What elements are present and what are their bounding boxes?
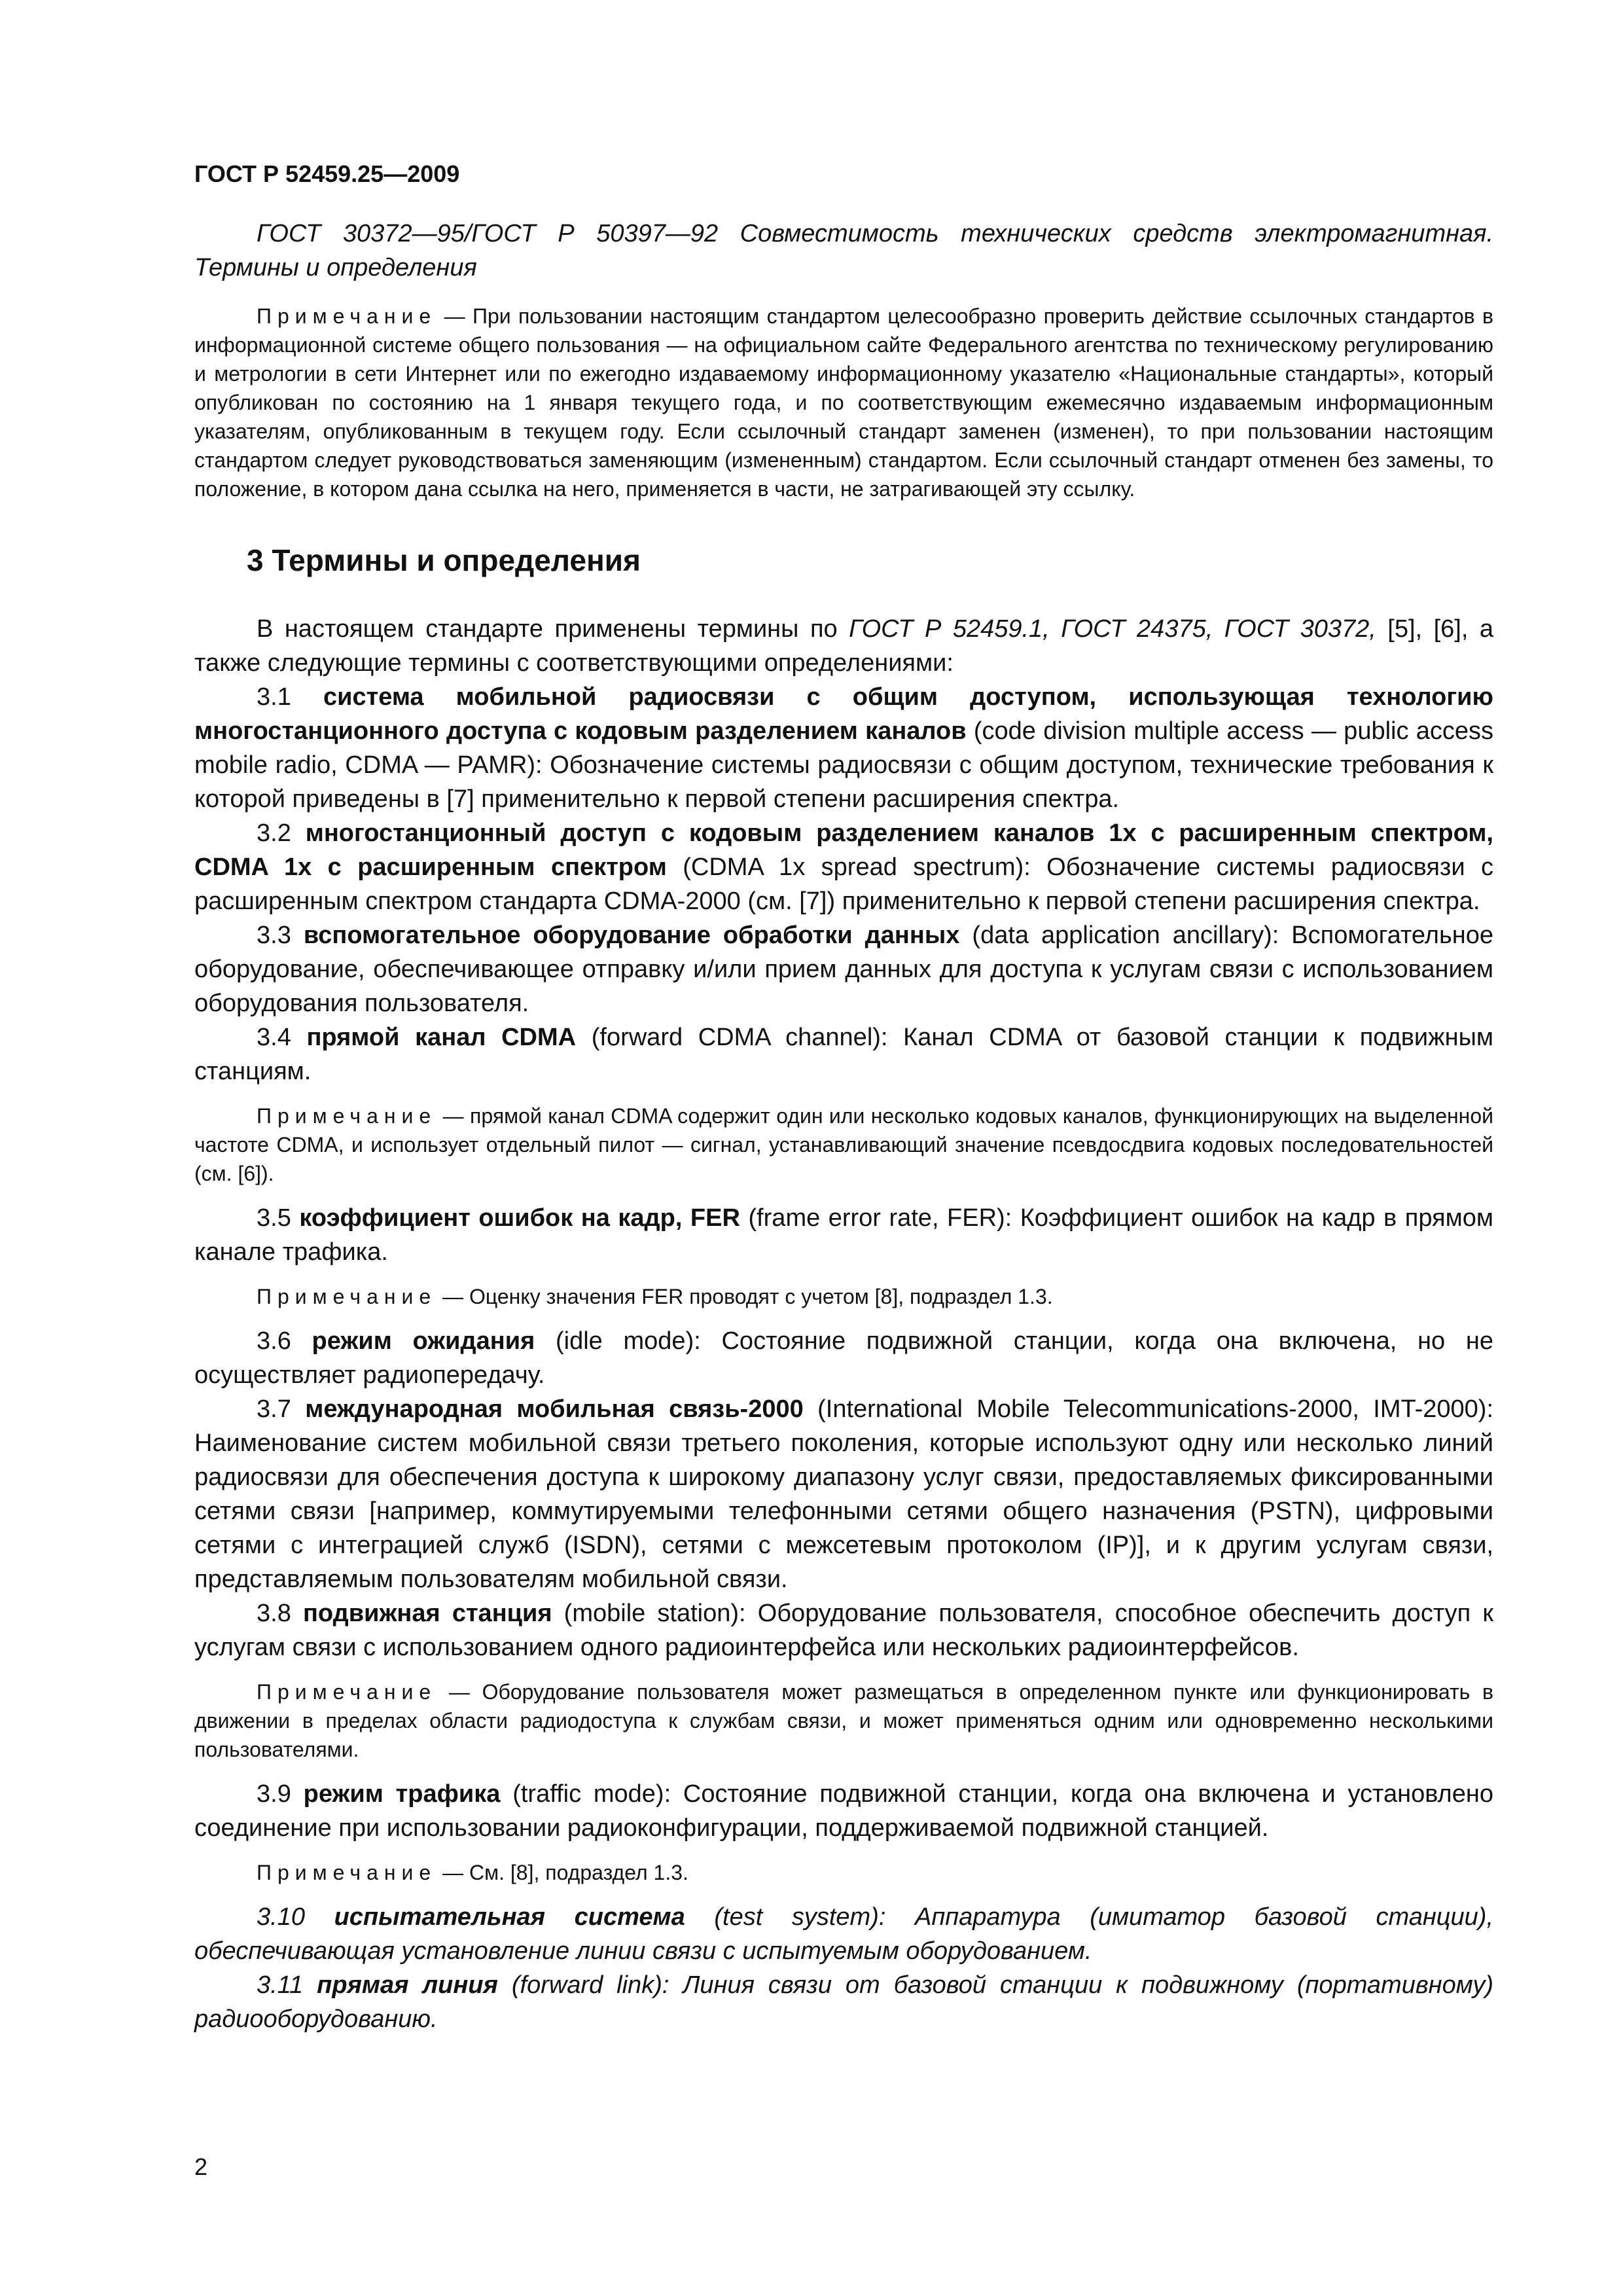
term-number: 3.7: [257, 1395, 291, 1423]
term-name: коэффициент ошибок на кадр, FER: [299, 1204, 740, 1232]
term-number: 3.11: [257, 1971, 304, 1999]
term-3-11: [194, 1968, 1493, 2036]
term-definition: (code division multiple access — public access mobile radio, CDMA — PAMR): Обозначение системы радиосвязи с общим доступом, технические требования к которой приведены в [7] применительно к первой степени расширения спектра.: [194, 717, 1493, 813]
term-name: прямой канал CDMA: [306, 1024, 577, 1051]
term-number: 3.2: [257, 819, 291, 847]
note-dash: —: [437, 1104, 471, 1128]
term-3-4-note: [194, 1102, 1493, 1188]
note-label: Примечание: [257, 1680, 437, 1704]
term-number: 3.10: [257, 1903, 305, 1931]
normative-reference-entry: ГОСТ 30372—95/ГОСТ Р 50397—92 Совместимость технических средств электромагнитная. Термины и определения: [194, 220, 1493, 281]
note-label: Примечание: [257, 1285, 437, 1308]
term-number: 3.8: [257, 1600, 291, 1627]
term-definition: (forward link): Линия связи от базовой станции к подвижному (портативному) радиооборудованию.: [194, 1971, 1494, 2033]
term-3-10: [194, 1900, 1493, 1968]
note-text: См. [8], подраздел 1.3.: [469, 1861, 688, 1884]
page-number: 2: [194, 2153, 208, 2180]
intro-text: В настоящем стандарте применены термины по: [257, 615, 849, 643]
note-label: Примечание: [257, 1861, 437, 1884]
term-3-9: [194, 1777, 1493, 1845]
term-definition: (frame error rate, FER): Коэффициент ошибок на кадр в прямом канале трафика.: [194, 1204, 1493, 1266]
note-text: Оборудование пользователя может размещаться в определенном пункте или функционировать в движении в пределах области радиодоступа к службам связи, и может применяться одним или одновременно несколькими пользователями.: [194, 1680, 1493, 1761]
term-3-4: [194, 1020, 1493, 1088]
note-dash: —: [437, 1680, 482, 1704]
section-intro: [194, 612, 1493, 680]
term-definition: (CDMA 1x spread spectrum): Обозначение системы радиосвязи с расширенным спектром стандарта CDMA-2000 (см. [7]) применительно к первой степени расширения спектра.: [194, 853, 1493, 915]
term-name: международная мобильная связь-2000: [305, 1395, 804, 1423]
term-number: 3.5: [257, 1204, 291, 1232]
note-dash: —: [437, 1285, 469, 1308]
term-definition: (International Mobile Telecommunications-2000, IMT-2000): Наименование систем мобильной связи третьего поколения, которые используют одну или несколько линий радиосвязи для обеспечения доступа к широкому диапазону услуг связи, предоставляемых фиксированными сетями связи [например, коммутируемыми телефонными сетями общего назначения (PSTN), цифровыми сетями с интеграцией служб (ISDN), сетями с межсетевым протоколом (IP)], и к другим услугам связи, представляемым пользователям мобильной связи.: [194, 1395, 1493, 1593]
intro-standard-refs: ГОСТ Р 52459.1, ГОСТ 24375, ГОСТ 30372,: [849, 615, 1376, 643]
note-label: Примечание: [257, 1104, 437, 1128]
term-name: многостанционный доступ с кодовым разделением каналов 1x с расширенным спектром, CDMA 1x с расширенным спектром: [194, 819, 1493, 881]
term-name: прямая линия: [317, 1971, 498, 1999]
term-3-8-note: [194, 1677, 1493, 1764]
term-name: подвижная станция: [302, 1600, 552, 1627]
term-name: система мобильной радиосвязи с общим доступом, использующая технологию многостанционного доступа с кодовым разделением каналов: [194, 683, 1493, 745]
term-3-3: [194, 918, 1493, 1020]
term-name: вспомогательное оборудование обработки данных: [303, 922, 960, 949]
term-3-2: [194, 816, 1493, 918]
term-name: режим ожидания: [312, 1327, 535, 1355]
term-definition: (data application ancillary): Вспомогательное оборудование, обеспечивающее отправку и/или прием данных для доступа к услугам связи с использованием оборудования пользователя.: [194, 922, 1494, 1017]
term-3-1: [194, 680, 1493, 816]
note-text: прямой канал CDMA содержит один или несколько кодовых каналов, функционирующих на выделенной частоте CDMA, и использует отдельный пилот — сигнал, устанавливающий значение псевдосдвига кодовых последовательностей (см. [6]).: [194, 1104, 1494, 1185]
note-dash: —: [437, 1861, 469, 1884]
term-number: 3.6: [257, 1327, 291, 1355]
term-name: испытательная система: [334, 1903, 685, 1931]
document-header: ГОСТ Р 52459.25—2009: [194, 160, 460, 187]
term-3-7: [194, 1392, 1493, 1596]
intro-text-end: [5], [6], а также следующие термины с соответствующими определениями:: [194, 615, 1494, 677]
term-name: режим трафика: [303, 1780, 501, 1808]
term-number: 3.9: [257, 1780, 291, 1808]
note-label: Примечание: [257, 304, 437, 328]
term-definition: (mobile station): Оборудование пользователя, способное обеспечить доступ к услугам связи с использованием одного радиоинтерфейса или нескольких радиоинтерфейсов.: [194, 1600, 1493, 1661]
term-number: 3.1: [257, 683, 291, 711]
term-definition: (forward CDMA channel): Канал CDMA от базовой станции к подвижным станциям.: [194, 1024, 1494, 1085]
term-3-5-note: [194, 1282, 1493, 1311]
section-title: 3 Термины и определения: [247, 543, 641, 577]
note-dash: —: [437, 304, 473, 328]
term-definition: (idle mode): Состояние подвижной станции, когда она включена, но не осуществляет радиопередачу.: [194, 1327, 1494, 1389]
note-text: Оценку значения FER проводят с учетом [8], подраздел 1.3.: [469, 1285, 1053, 1308]
term-3-6: [194, 1324, 1493, 1392]
term-3-9-note: [194, 1858, 1493, 1887]
document-page: [194, 160, 1493, 2036]
note-text: При пользовании настоящим стандартом целесообразно проверить действие ссылочных стандартов в информационной системе общего пользования — на официальном сайте Федерального агентства по техническому регулированию и метрологии в сети Интернет или по ежегодно издаваемому информационному указателю «Национальные стандарты», который опубликован по состоянию на 1 января текущего года, и по соответствующим ежемесячно издаваемым информационным указателям, опубликованным в текущем году. Если ссылочный стандарт заменен (изменен), то при пользовании настоящим стандартом следует руководствоваться заменяющим (измененным) стандартом. Если ссылочный стандарт отменен без замены, то положение, в котором дана ссылка на него, применяется в части, не затрагивающей эту ссылку.: [194, 304, 1494, 501]
term-number: 3.3: [257, 922, 291, 949]
term-3-5: [194, 1201, 1493, 1269]
term-3-8: [194, 1596, 1493, 1664]
term-definition: (test system): Аппаратура (имитатор базовой станции), обеспечивающая установление линии связи с испытуемым оборудованием.: [194, 1903, 1494, 1965]
reference-note: [194, 302, 1493, 503]
term-definition: (traffic mode): Состояние подвижной станции, когда она включена и установлено соединение при использовании радиоконфигурации, поддерживаемой подвижной станцией.: [194, 1780, 1493, 1842]
term-number: 3.4: [257, 1024, 291, 1051]
